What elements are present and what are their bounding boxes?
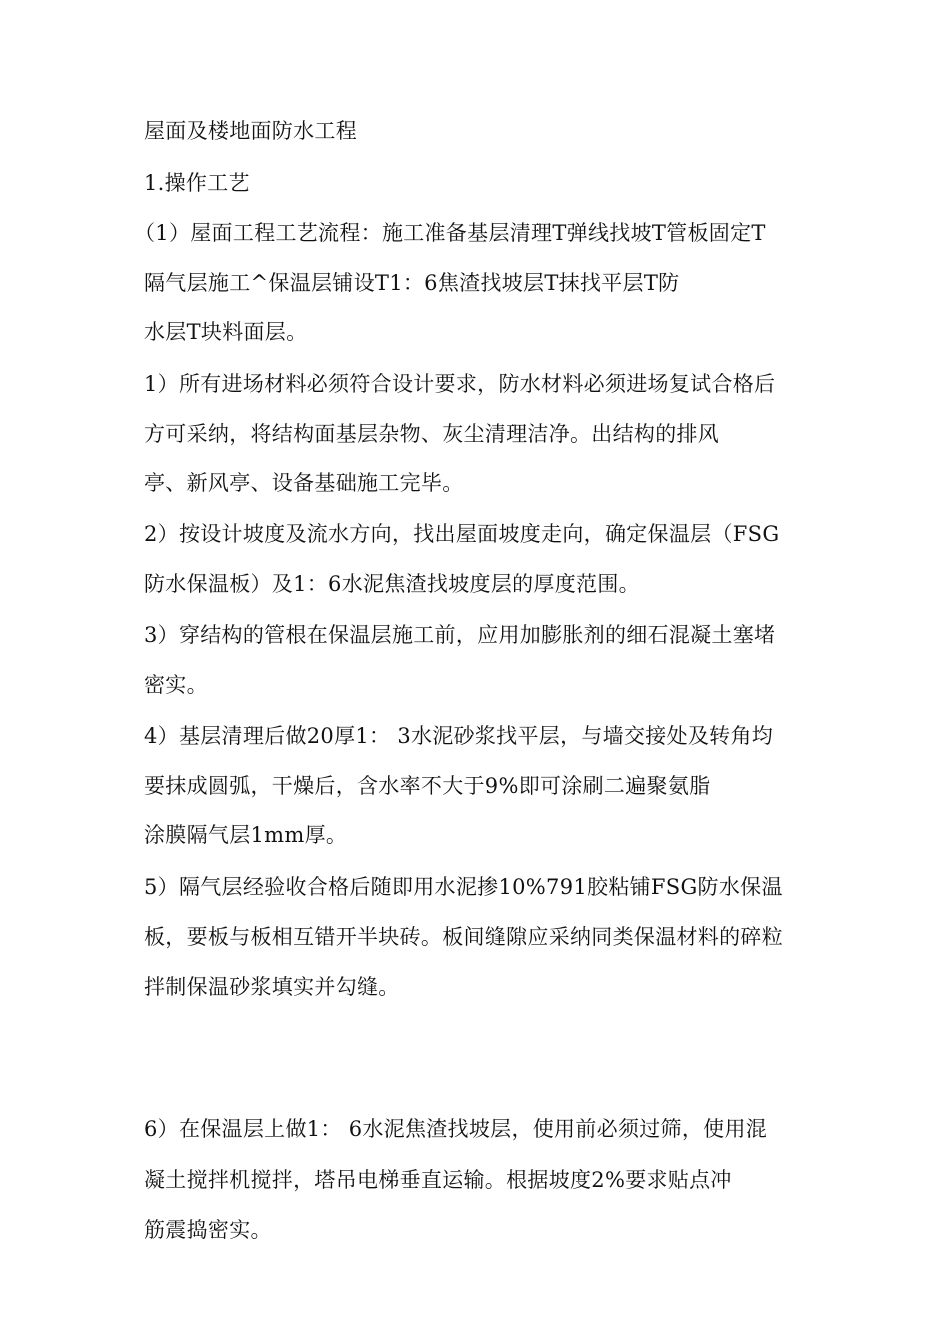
paragraph-line: 密实。 <box>144 673 208 697</box>
paragraph-line: 水层T块料面层。 <box>144 320 308 344</box>
paragraph-line: 6）在保温层上做1： 6水泥焦渣找坡层，使用前必须过筛，使用混 <box>144 1117 768 1141</box>
paragraph-line: 亭、新风亭、设备基础施工完毕。 <box>144 471 464 495</box>
paragraph-line: （1）屋面工程工艺流程：施工准备基层清理T弹线找坡T管板固定T <box>134 221 766 245</box>
paragraph-line: 3）穿结构的管根在保温层施工前，应用加膨胀剂的细石混凝土塞堵 <box>144 623 776 647</box>
paragraph-line: 凝土搅拌机搅拌，塔吊电梯垂直运输。根据坡度2%要求贴点冲 <box>144 1168 732 1192</box>
paragraph-line: 板，要板与板相互错开半块砖。板间缝隙应采纳同类保温材料的碎粒 <box>144 925 783 949</box>
paragraph-line: 方可采纳，将结构面基层杂物、灰尘清理洁净。出结构的排风 <box>144 422 720 446</box>
paragraph-line: 涂膜隔气层1mm厚。 <box>144 823 348 847</box>
section-heading: 1.操作工艺 <box>144 171 250 195</box>
paragraph-line: 拌制保温砂浆填实并勾缝。 <box>144 975 400 999</box>
document-title: 屋面及楼地面防水工程 <box>144 119 357 143</box>
paragraph-line: 筋震捣密实。 <box>144 1218 272 1242</box>
paragraph-line: 要抹成圆弧，干燥后，含水率不大于9%即可涂刷二遍聚氨脂 <box>144 774 711 798</box>
paragraph-line: 防水保温板）及1：6水泥焦渣找坡度层的厚度范围。 <box>144 572 640 596</box>
paragraph-line: 4）基层清理后做20厚1： 3水泥砂浆找平层，与墙交接处及转角均 <box>144 724 774 748</box>
paragraph-line: 隔气层施工^保温层铺设T1：6焦渣找坡层T抹找平层T防 <box>144 271 680 295</box>
paragraph-line: 1）所有进场材料必须符合设计要求，防水材料必须进场复试合格后 <box>144 372 776 396</box>
paragraph-line: 2）按设计坡度及流水方向，找出屋面坡度走向，确定保温层（FSG <box>144 522 780 546</box>
paragraph-line: 5）隔气层经验收合格后随即用水泥掺10%791胶粘铺FSG防水保温 <box>144 875 783 899</box>
